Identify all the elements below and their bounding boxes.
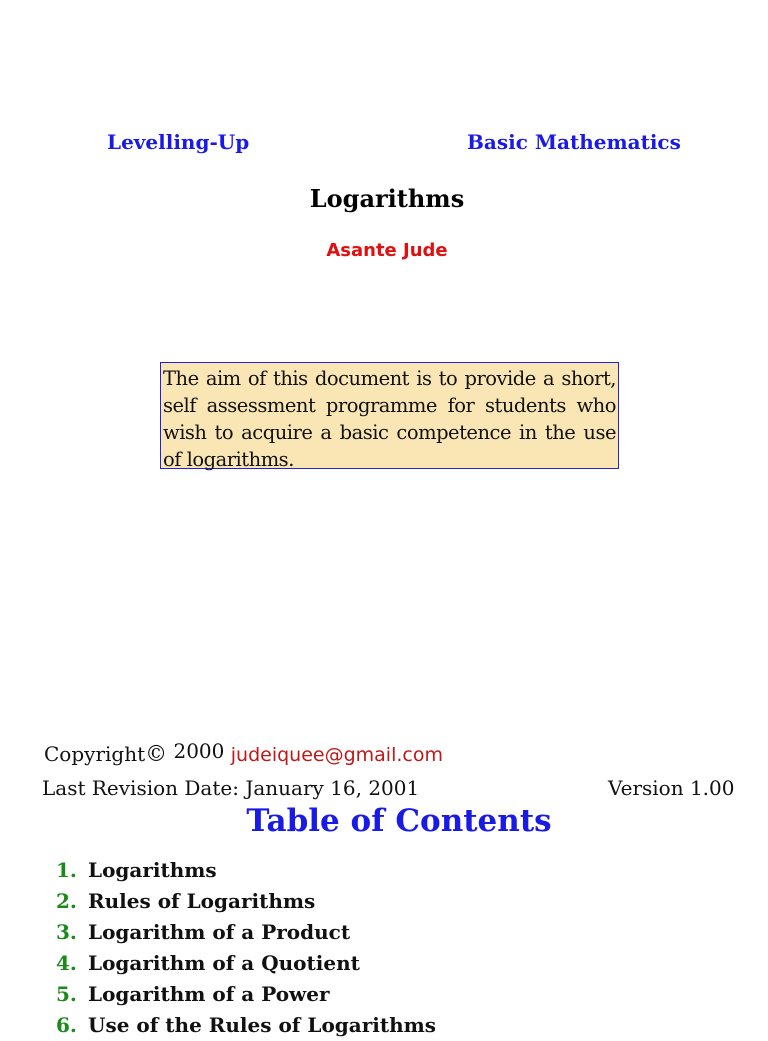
toc-item-number: 1. (56, 858, 77, 882)
toc-item-number: 4. (56, 951, 77, 975)
toc-item-number: 6. (56, 1013, 77, 1037)
copyright-label: Copyright (44, 742, 146, 766)
toc-item-number: 3. (56, 920, 77, 944)
document-title: Logarithms (309, 184, 465, 213)
abstract-box (160, 362, 619, 469)
toc-item-label: Rules of Logarithms (88, 889, 316, 913)
toc-item-logarithm-of-a-product[interactable] (56, 917, 436, 948)
last-revision-date: Last Revision Date: January 16, 2001 (42, 776, 420, 800)
copyright-year: 2000 (173, 739, 225, 763)
toc-item-logarithms[interactable] (56, 855, 436, 886)
abstract-text: The aim of this document is to provide a short, self assessment programme for students who wish to acquire a basic competence in the use of logarithms. (163, 367, 616, 471)
toc-item-label: Use of the Rules of Logarithms (88, 1013, 437, 1037)
toc-item-label: Logarithm of a Product (88, 920, 351, 944)
version-label: Version 1.00 (608, 776, 735, 800)
toc-item-label: Logarithm of a Power (88, 982, 330, 1006)
toc-item-number: 2. (56, 889, 77, 913)
copyright-symbol: © (145, 742, 168, 767)
copyright-line (44, 739, 443, 767)
table-of-contents (56, 855, 436, 1041)
header-right-basic-mathematics: Basic Mathematics (467, 130, 681, 154)
header-left-levelling-up: Levelling-Up (107, 130, 250, 154)
toc-item-logarithm-of-a-power[interactable] (56, 979, 436, 1010)
toc-item-number: 5. (56, 982, 77, 1006)
toc-item-logarithm-of-a-quotient[interactable] (56, 948, 436, 979)
author-email-link[interactable]: judeiquee@gmail.com (230, 744, 443, 766)
toc-item-rules-of-logarithms[interactable] (56, 886, 436, 917)
author-name: Asante Jude (326, 240, 448, 261)
toc-item-label: Logarithms (88, 858, 217, 882)
toc-item-label: Logarithm of a Quotient (88, 951, 360, 975)
toc-item-use-of-the-rules[interactable] (56, 1010, 436, 1041)
toc-title: Table of Contents (246, 803, 552, 839)
